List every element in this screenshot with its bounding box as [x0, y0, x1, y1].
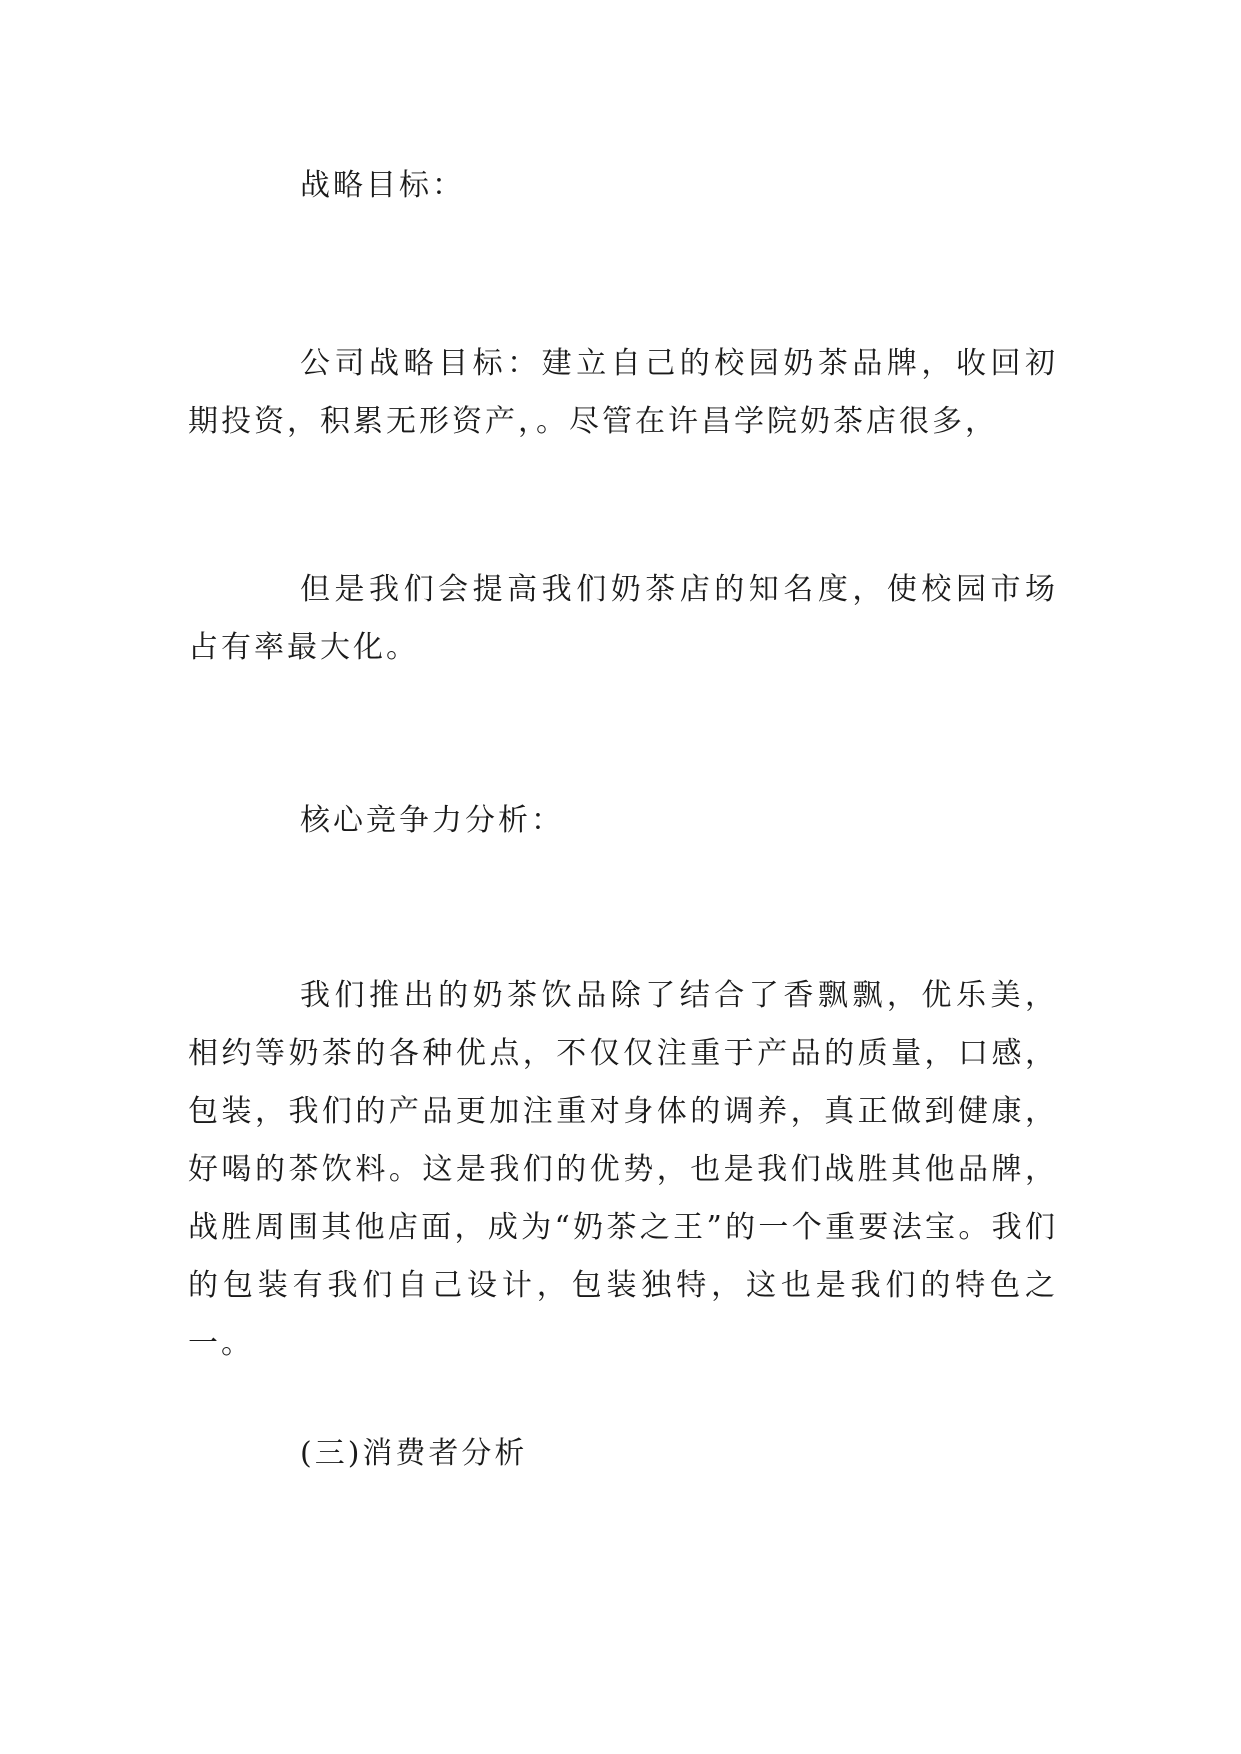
- heading-core-competitiveness: 核心竞争力分析：: [300, 803, 564, 838]
- heading-strategic-goals: 战略目标：: [300, 168, 465, 203]
- paragraph-company-goal: 公司战略目标：建立自己的校园奶茶品牌，收回初期投资，积累无形资产，。尽管在许昌学院奶茶店很多，: [188, 346, 1058, 439]
- paragraph-competitive-advantage: 我们推出的奶茶饮品除了结合了香飘飘，优乐美，相约等奶茶的各种优点，不仅仅注重于产品的质量，口感，包装，我们的产品更加注重对身体的调养，真正做到健康，好喝的茶饮料。这是我们的优势，也是我们战胜其他品牌，战胜周围其他店面，成为“奶茶之王”的一个重要法宝。我们的包装有我们自己设计，包装独特，这也是我们的特色之一。: [188, 978, 1058, 1361]
- paragraph-market-share: 但是我们会提高我们奶茶店的知名度，使校园市场占有率最大化。: [188, 572, 1058, 665]
- heading-consumer-analysis: (三)消费者分析: [300, 1436, 528, 1471]
